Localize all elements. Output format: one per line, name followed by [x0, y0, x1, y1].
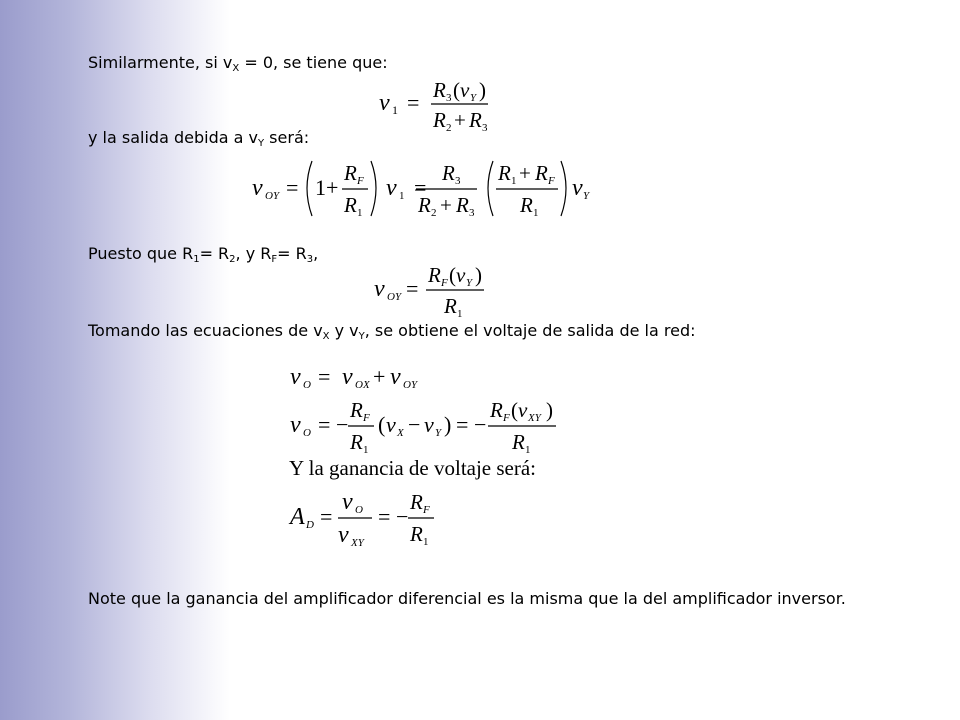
svg-text:v: v — [290, 412, 301, 438]
svg-text:v: v — [460, 78, 470, 102]
svg-text:−: − — [396, 504, 409, 529]
subscript: Y — [358, 331, 365, 342]
svg-text:R: R — [350, 430, 363, 454]
subscript: X — [322, 331, 330, 342]
equation-vo-sum — [288, 362, 418, 392]
text-line-salida — [88, 128, 309, 154]
text-gain-intro: Y la ganancia de voltaje será: — [289, 456, 537, 480]
svg-text:R: R — [520, 193, 533, 217]
svg-text:OY: OY — [387, 291, 402, 303]
svg-text:=: = — [378, 504, 391, 529]
svg-text:v: v — [386, 175, 397, 201]
svg-text:R: R — [344, 193, 357, 217]
svg-text:R: R — [469, 108, 482, 132]
svg-text:F: F — [503, 412, 510, 424]
text-line-puesto — [88, 244, 318, 270]
svg-text:R: R — [433, 78, 446, 102]
svg-text:F: F — [357, 175, 364, 187]
svg-text:+: + — [373, 364, 386, 389]
svg-text:=: = — [414, 175, 427, 200]
svg-text:): ) — [546, 398, 553, 422]
svg-text:): ) — [479, 78, 486, 102]
svg-text:−: − — [474, 412, 487, 437]
svg-text:R: R — [444, 294, 457, 318]
svg-text:R: R — [456, 193, 469, 217]
text-segment: y la salida debida a v — [88, 128, 258, 147]
svg-text:R: R — [535, 161, 548, 185]
text-segment: , — [313, 244, 319, 263]
svg-text:R: R — [350, 398, 363, 422]
svg-text:v: v — [572, 175, 583, 201]
svg-text:3: 3 — [469, 207, 475, 219]
text-segment: = 0, se tiene que: — [239, 53, 388, 72]
svg-text:1: 1 — [457, 308, 463, 320]
svg-text:R: R — [428, 263, 441, 287]
svg-text:XY: XY — [528, 412, 541, 424]
svg-text:OX: OX — [355, 379, 370, 391]
svg-text:1: 1 — [525, 444, 531, 456]
text-segment: = R — [199, 244, 230, 263]
svg-text:R: R — [418, 193, 431, 217]
svg-text:(: ( — [378, 412, 386, 437]
svg-text:R: R — [498, 161, 511, 185]
svg-text:=: = — [406, 276, 419, 301]
svg-text:+: + — [519, 161, 531, 185]
svg-text:v: v — [338, 522, 349, 548]
text-segment: = R — [277, 244, 307, 263]
svg-text:+: + — [454, 108, 466, 132]
subscript: X — [232, 63, 240, 74]
svg-text:v: v — [386, 412, 396, 437]
svg-text:Y: Y — [470, 92, 477, 104]
svg-text:2: 2 — [446, 122, 452, 134]
svg-text:R: R — [410, 522, 423, 546]
svg-text:=: = — [318, 412, 331, 437]
text-segment: Puesto que R — [88, 244, 194, 263]
svg-text:v: v — [390, 364, 401, 390]
svg-text:=: = — [320, 504, 333, 529]
svg-text:(: ( — [449, 263, 456, 287]
svg-text:R: R — [433, 108, 446, 132]
svg-text:D: D — [306, 519, 314, 531]
text-line-tomando — [88, 321, 695, 347]
svg-text:R: R — [410, 490, 423, 514]
subscript: F — [271, 254, 278, 265]
svg-text:(: ( — [511, 398, 518, 422]
svg-text:): ) — [444, 412, 452, 437]
text-line-similarmente — [88, 53, 388, 79]
svg-text:=: = — [407, 90, 420, 115]
svg-text:OY: OY — [265, 190, 280, 202]
svg-text:v: v — [342, 364, 353, 390]
svg-text:F: F — [548, 175, 555, 187]
svg-text:X: X — [397, 427, 404, 439]
text-segment: , se obtiene el voltaje de salida de la red: — [364, 321, 696, 340]
svg-text:v: v — [456, 263, 466, 287]
svg-text:1: 1 — [511, 175, 517, 187]
svg-text:1: 1 — [399, 190, 405, 202]
svg-text:R: R — [442, 161, 455, 185]
background-gradient-bar — [0, 0, 233, 720]
equation-voy-expanded — [250, 156, 595, 222]
subscript: 1 — [193, 254, 200, 265]
svg-text:Y: Y — [435, 427, 442, 439]
svg-text:O: O — [303, 379, 311, 391]
subscript: 3 — [306, 254, 314, 265]
svg-text:1: 1 — [533, 207, 539, 219]
svg-text:3: 3 — [482, 122, 488, 134]
svg-text:v: v — [374, 276, 385, 302]
svg-text:O: O — [303, 427, 311, 439]
svg-text:v: v — [252, 175, 263, 201]
svg-text:1: 1 — [315, 175, 326, 200]
svg-text:v: v — [379, 90, 390, 116]
svg-text:Y: Y — [466, 277, 473, 289]
svg-text:R: R — [512, 430, 525, 454]
svg-text:Y: Y — [583, 190, 590, 202]
svg-text:1: 1 — [423, 536, 429, 548]
svg-text:XY: XY — [351, 537, 364, 549]
svg-text:v: v — [342, 489, 353, 515]
equation-gain — [288, 490, 438, 550]
text-segment: Similarmente, si v — [88, 53, 233, 72]
svg-text:=: = — [456, 412, 469, 437]
svg-text:F: F — [441, 277, 448, 289]
svg-text:): ) — [475, 263, 482, 287]
svg-text:R: R — [344, 161, 357, 185]
svg-text:3: 3 — [455, 175, 461, 187]
svg-text:1: 1 — [363, 444, 369, 456]
svg-text:+: + — [326, 175, 339, 200]
text-note: Note que la ganancia del amplificador diferencial es la misma que la del amplificador inversor. — [88, 589, 846, 608]
svg-text:R: R — [490, 398, 503, 422]
svg-text:=: = — [318, 364, 331, 389]
text-segment: Tomando las ecuaciones de v — [88, 321, 323, 340]
equation-vo-difference — [288, 396, 563, 456]
svg-text:OY: OY — [403, 379, 418, 391]
svg-text:+: + — [440, 193, 452, 217]
svg-text:F: F — [363, 412, 370, 424]
svg-text:A: A — [290, 504, 305, 530]
subscript: Y — [257, 138, 265, 149]
svg-text:v: v — [424, 412, 434, 437]
svg-text:1: 1 — [357, 207, 363, 219]
text-segment: será: — [264, 128, 310, 147]
subscript: 2 — [229, 254, 236, 265]
svg-text:=: = — [286, 175, 299, 200]
svg-text:v: v — [518, 398, 528, 422]
equation-v1 — [375, 76, 495, 132]
svg-text:−: − — [336, 412, 349, 437]
svg-text:v: v — [290, 364, 301, 390]
svg-text:O: O — [355, 504, 363, 516]
svg-text:2: 2 — [431, 207, 437, 219]
text-segment: y v — [329, 321, 359, 340]
svg-text:−: − — [408, 412, 421, 437]
svg-text:3: 3 — [446, 92, 452, 104]
equation-voy-simplified — [372, 262, 492, 318]
svg-text:1: 1 — [392, 103, 398, 117]
svg-text:F: F — [423, 504, 430, 516]
text-segment: , y R — [235, 244, 272, 263]
svg-text:(: ( — [453, 78, 460, 102]
